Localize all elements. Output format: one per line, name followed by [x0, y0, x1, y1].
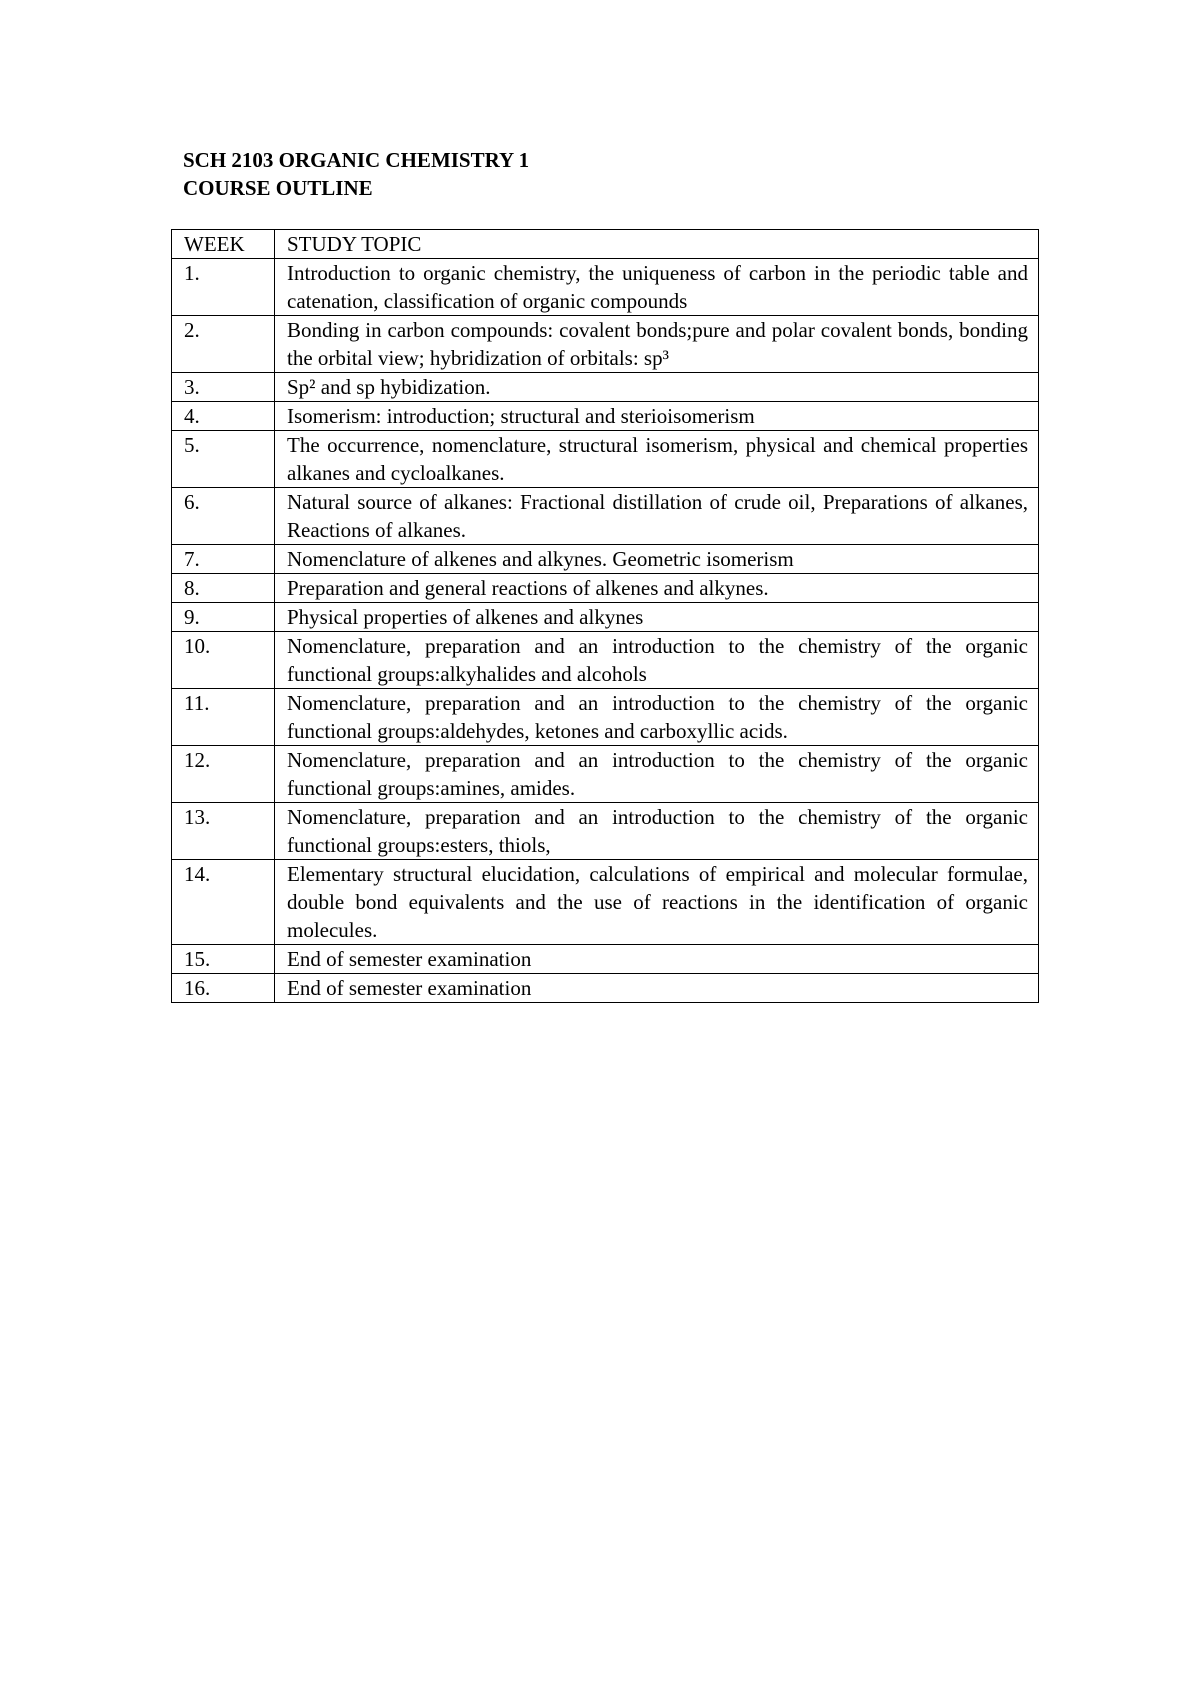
table-row: [172, 545, 1039, 574]
topic-cell: Sp² and sp hybidization.: [275, 373, 1039, 402]
topic-cell: Nomenclature, preparation and an introduction to the chemistry of the organic functional groups:esters, thiols,: [275, 803, 1039, 860]
topic-cell: Nomenclature, preparation and an introduction to the chemistry of the organic functional groups:alkyhalides and alcohols: [275, 632, 1039, 689]
week-cell: 2.: [172, 316, 275, 373]
week-cell: 7.: [172, 545, 275, 574]
topic-cell: Nomenclature, preparation and an introduction to the chemistry of the organic functional groups:amines, amides.: [275, 746, 1039, 803]
topic-cell: Bonding in carbon compounds: covalent bonds;pure and polar covalent bonds, bonding the orbital view; hybridization of orbitals: sp³: [275, 316, 1039, 373]
week-cell: 9.: [172, 603, 275, 632]
week-cell: 16.: [172, 974, 275, 1003]
week-cell: 12.: [172, 746, 275, 803]
table-row: [172, 945, 1039, 974]
topic-cell: Isomerism: introduction; structural and sterioisomerism: [275, 402, 1039, 431]
week-cell: 1.: [172, 259, 275, 316]
table-row: [172, 974, 1039, 1003]
table-row: [172, 574, 1039, 603]
course-title: SCH 2103 ORGANIC CHEMISTRY 1: [183, 148, 530, 172]
topic-cell: Introduction to organic chemistry, the uniqueness of carbon in the periodic table and catenation, classification of organic compounds: [275, 259, 1039, 316]
topic-cell: Preparation and general reactions of alkenes and alkynes.: [275, 574, 1039, 603]
topic-cell: End of semester examination: [275, 974, 1039, 1003]
topic-cell: Nomenclature of alkenes and alkynes. Geometric isomerism: [275, 545, 1039, 574]
table-row: [172, 746, 1039, 803]
week-cell: 6.: [172, 488, 275, 545]
table-row: [172, 603, 1039, 632]
week-cell: 11.: [172, 689, 275, 746]
week-cell: 14.: [172, 860, 275, 945]
topic-cell: Natural source of alkanes: Fractional distillation of crude oil, Preparations of alkanes, Reactions of alkanes.: [275, 488, 1039, 545]
table-row: [172, 689, 1039, 746]
table-row: [172, 632, 1039, 689]
column-header-topic: STUDY TOPIC: [275, 230, 1039, 259]
table-row: [172, 803, 1039, 860]
topic-cell: Nomenclature, preparation and an introduction to the chemistry of the organic functional groups:aldehydes, ketones and carboxyllic acids.: [275, 689, 1039, 746]
week-cell: 4.: [172, 402, 275, 431]
table-row: [172, 316, 1039, 373]
table-row: [172, 488, 1039, 545]
topic-cell: The occurrence, nomenclature, structural isomerism, physical and chemical properties alkanes and cycloalkanes.: [275, 431, 1039, 488]
week-cell: 13.: [172, 803, 275, 860]
table-row: [172, 431, 1039, 488]
table-header-row: [172, 230, 1039, 259]
table-row: [172, 373, 1039, 402]
week-cell: 5.: [172, 431, 275, 488]
topic-cell: Physical properties of alkenes and alkynes: [275, 603, 1039, 632]
column-header-week: WEEK: [172, 230, 275, 259]
week-cell: 15.: [172, 945, 275, 974]
table-row: [172, 259, 1039, 316]
topic-cell: End of semester examination: [275, 945, 1039, 974]
table-row: [172, 860, 1039, 945]
document-subtitle: COURSE OUTLINE: [183, 176, 373, 200]
week-cell: 8.: [172, 574, 275, 603]
course-outline-table: [171, 229, 1039, 1003]
table-row: [172, 402, 1039, 431]
document-header: [183, 146, 529, 202]
week-cell: 3.: [172, 373, 275, 402]
topic-cell: Elementary structural elucidation, calculations of empirical and molecular formulae, double bond equivalents and the use of reactions in the identification of organic molecules.: [275, 860, 1039, 945]
week-cell: 10.: [172, 632, 275, 689]
